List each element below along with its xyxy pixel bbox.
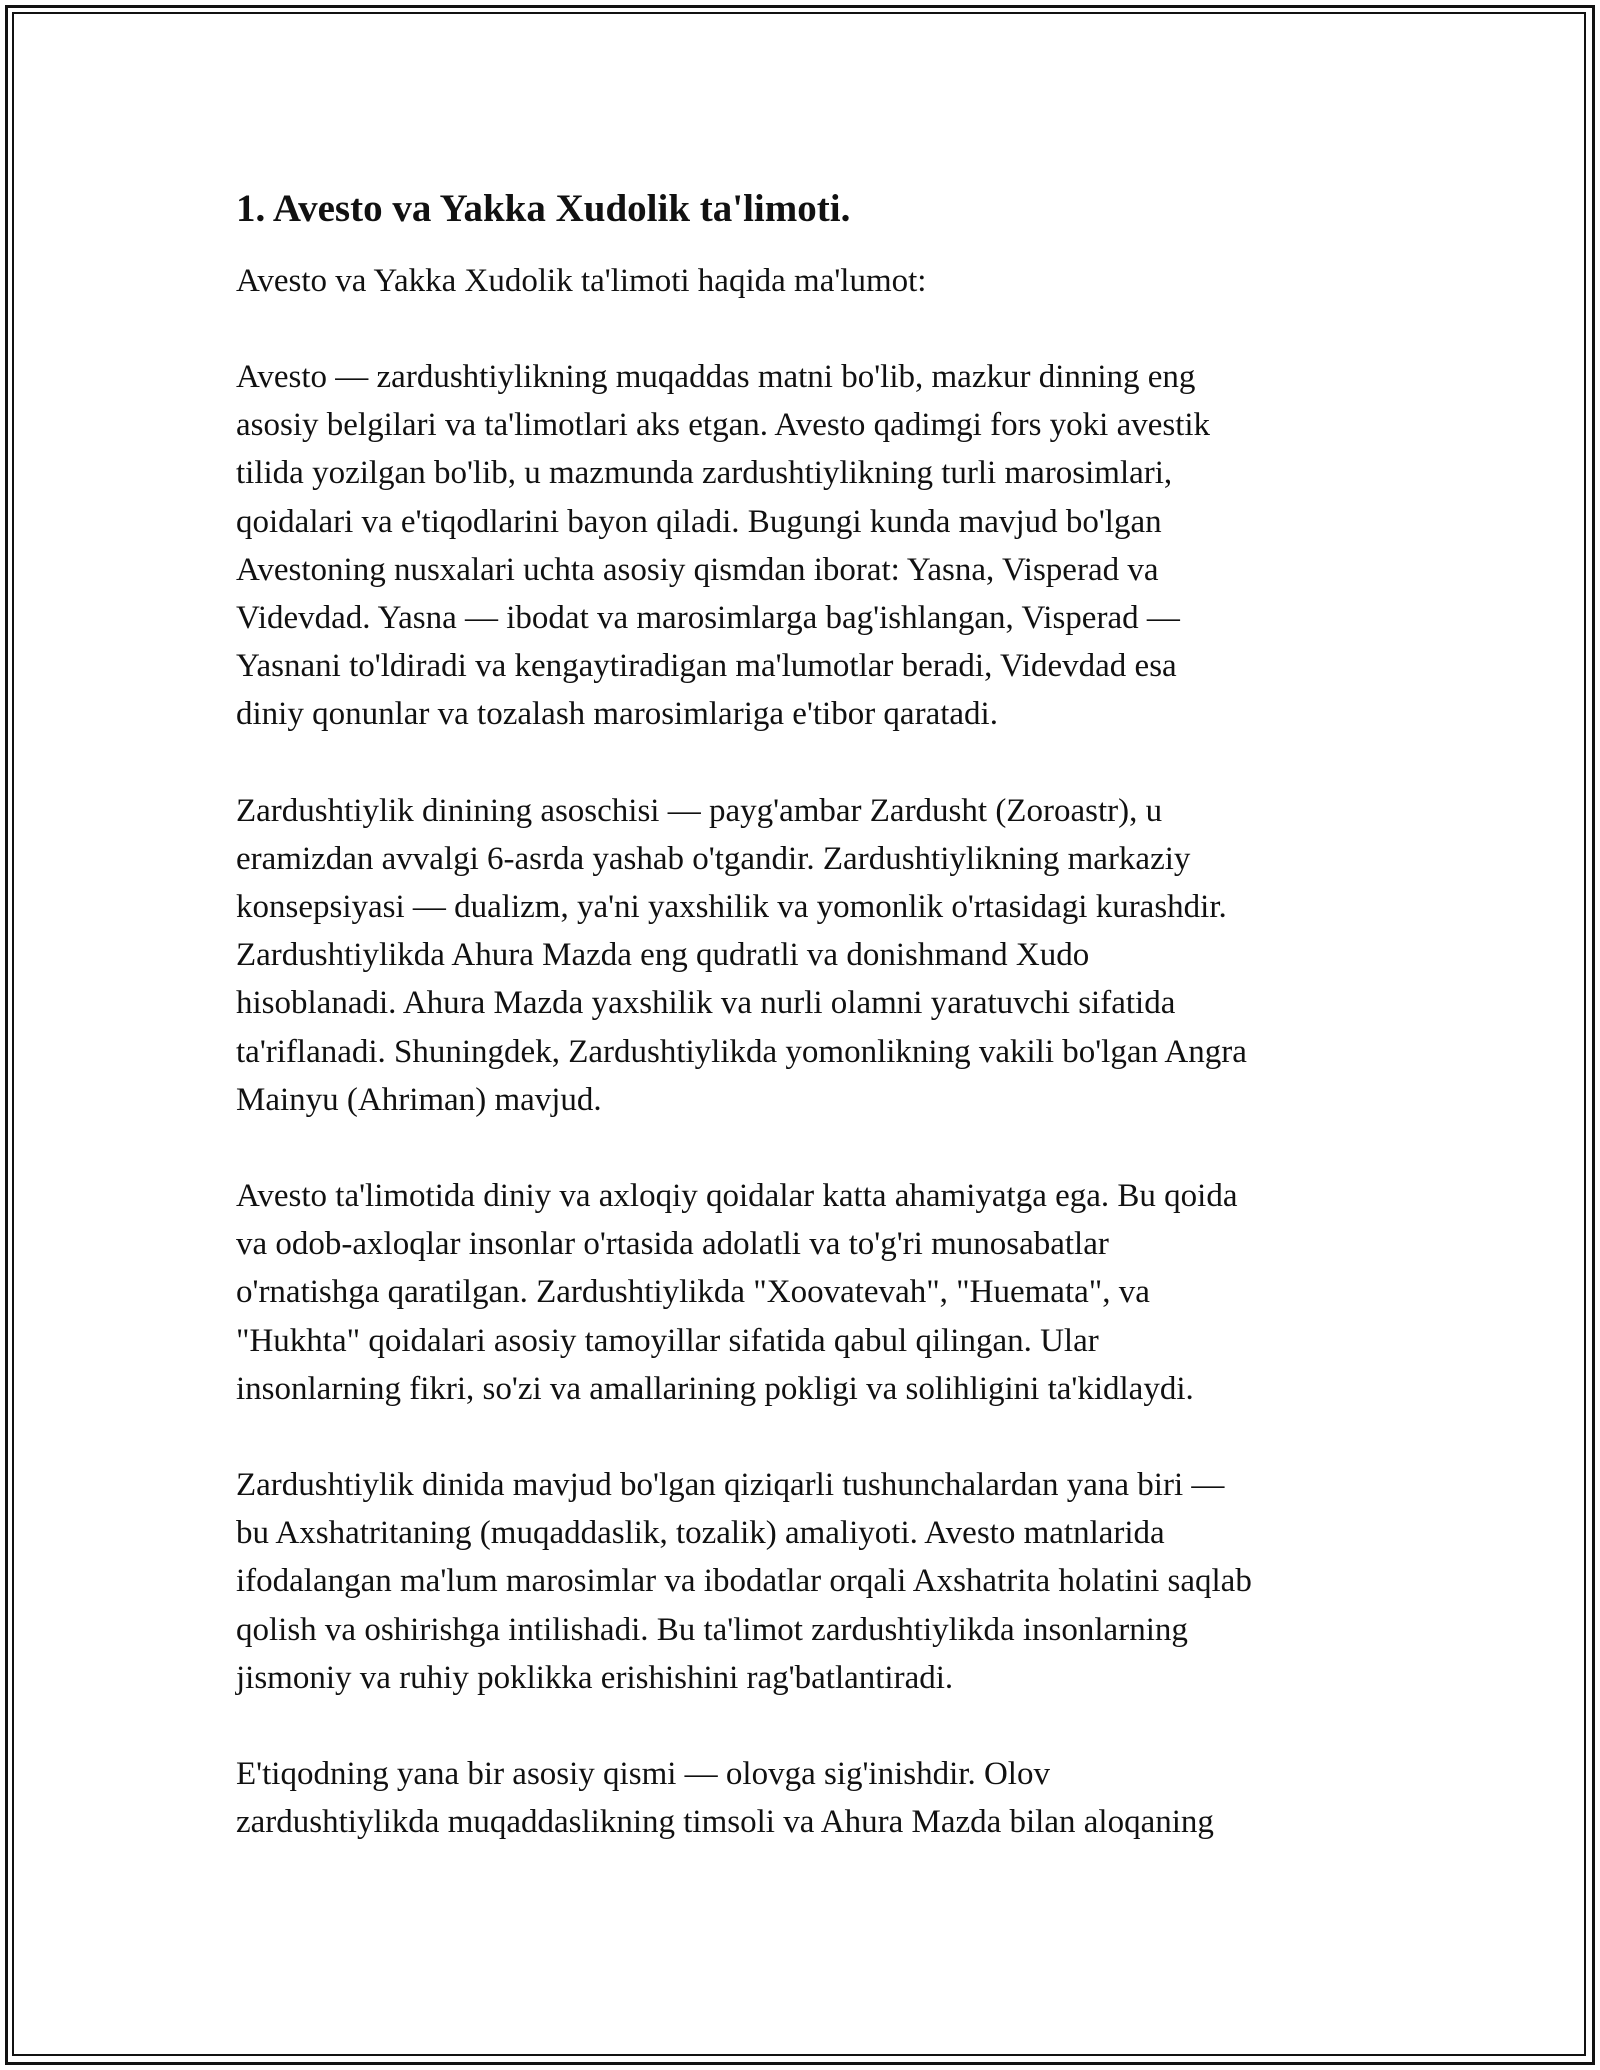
text-line: qoidalari va e'tiqodlarini bayon qiladi. Bugungi kunda mavjud bo'lgan bbox=[236, 503, 1162, 540]
text-line: tilida yozilgan bo'lib, u mazmunda zardushtiylikning turli marosimlari, bbox=[236, 455, 1173, 492]
text-line: E'tiqodning yana bir asosiy qismi — olovga sig'inishdir. Olov bbox=[236, 1756, 1050, 1793]
text-line: zardushtiylikda muqaddaslikning timsoli va Ahura Mazda bilan aloqaning bbox=[236, 1804, 1214, 1841]
intro-line: Avesto va Yakka Xudolik ta'limoti haqida ma'lumot: bbox=[236, 263, 927, 299]
text-line: Yasnani to'ldiradi va kengaytiradigan ma'lumotlar beradi, Videvdad esa bbox=[236, 648, 1177, 685]
text-line: Zardushtiylikda Ahura Mazda eng qudratli va donishmand Xudo bbox=[236, 937, 1090, 974]
text-line: Zardushtiylik dinida mavjud bo'lgan qiziqarli tushunchalardan yana biri — bbox=[236, 1467, 1225, 1504]
document-body bbox=[236, 185, 1376, 1846]
text-line: Avestoning nusxalari uchta asosiy qismdan iborat: Yasna, Visperad va bbox=[236, 551, 1159, 588]
text-line: diniy qonunlar va tozalash marosimlariga e'tibor qaratadi. bbox=[236, 696, 998, 733]
text-line: Mainyu (Ahriman) mavjud. bbox=[236, 1081, 602, 1118]
text-line: asosiy belgilari va ta'limotlari aks etgan. Avesto qadimgi fors yoki avestik bbox=[236, 407, 1211, 444]
text-line: va odob-axloqlar insonlar o'rtasida adolatli va to'g'ri munosabatlar bbox=[236, 1226, 1109, 1263]
text-line: ta'riflanadi. Shuningdek, Zardushtiylikda yomonlikning vakili bo'lgan Angra bbox=[236, 1033, 1247, 1070]
text-line: hisoblanadi. Ahura Mazda yaxshilik va nurli olamni yaratuvchi sifatida bbox=[236, 985, 1176, 1022]
text-line: eramizdan avvalgi 6-asrda yashab o'tgandir. Zardushtiylikning markaziy bbox=[236, 840, 1191, 877]
text-line: Videvdad. Yasna — ibodat va marosimlarga bag'ishlangan, Visperad — bbox=[236, 600, 1180, 637]
paragraph-ethics bbox=[236, 1172, 1376, 1413]
text-line: qolish va oshirishga intilishadi. Bu ta'limot zardushtiylikda insonlarning bbox=[236, 1611, 1188, 1648]
text-line: Avesto — zardushtiylikning muqaddas matni bo'lib, mazkur dinning eng bbox=[236, 359, 1196, 395]
text-line: jismoniy va ruhiy poklikka erishishini rag'batlantiradi. bbox=[236, 1659, 954, 1696]
section-heading: 1. Avesto va Yakka Xudolik ta'limoti. bbox=[236, 187, 851, 230]
text-line: o'rnatishga qaratilgan. Zardushtiylikda "Xoovatevah", "Huemata", va bbox=[236, 1274, 1150, 1311]
text-line: ifodalangan ma'lum marosimlar va ibodatlar orqali Axshatrita holatini saqlab bbox=[236, 1563, 1252, 1600]
paragraph-avesto bbox=[236, 353, 1376, 739]
text-line: Avesto ta'limotida diniy va axloqiy qoidalar katta ahamiyatga ega. Bu qoida bbox=[236, 1178, 1238, 1215]
paragraph-axshatrita bbox=[236, 1461, 1376, 1702]
text-line: konsepsiyasi — dualizm, ya'ni yaxshilik va yomonlik o'rtasidagi kurashdir. bbox=[236, 889, 1227, 926]
paragraph-zardusht bbox=[236, 787, 1376, 1124]
text-line: Zardushtiylik dinining asoschisi — payg'ambar Zardusht (Zoroastr), u bbox=[236, 792, 1163, 829]
text-line: insonlarning fikri, so'zi va amallarining pokligi va solihligini ta'kidlaydi. bbox=[236, 1370, 1194, 1407]
paragraph-fire bbox=[236, 1750, 1376, 1846]
text-line: "Hukhta" qoidalari asosiy tamoyillar sifatida qabul qilingan. Ular bbox=[236, 1322, 1099, 1359]
text-line: bu Axshatritaning (muqaddaslik, tozalik) amaliyoti. Avesto matnlarida bbox=[236, 1515, 1165, 1552]
